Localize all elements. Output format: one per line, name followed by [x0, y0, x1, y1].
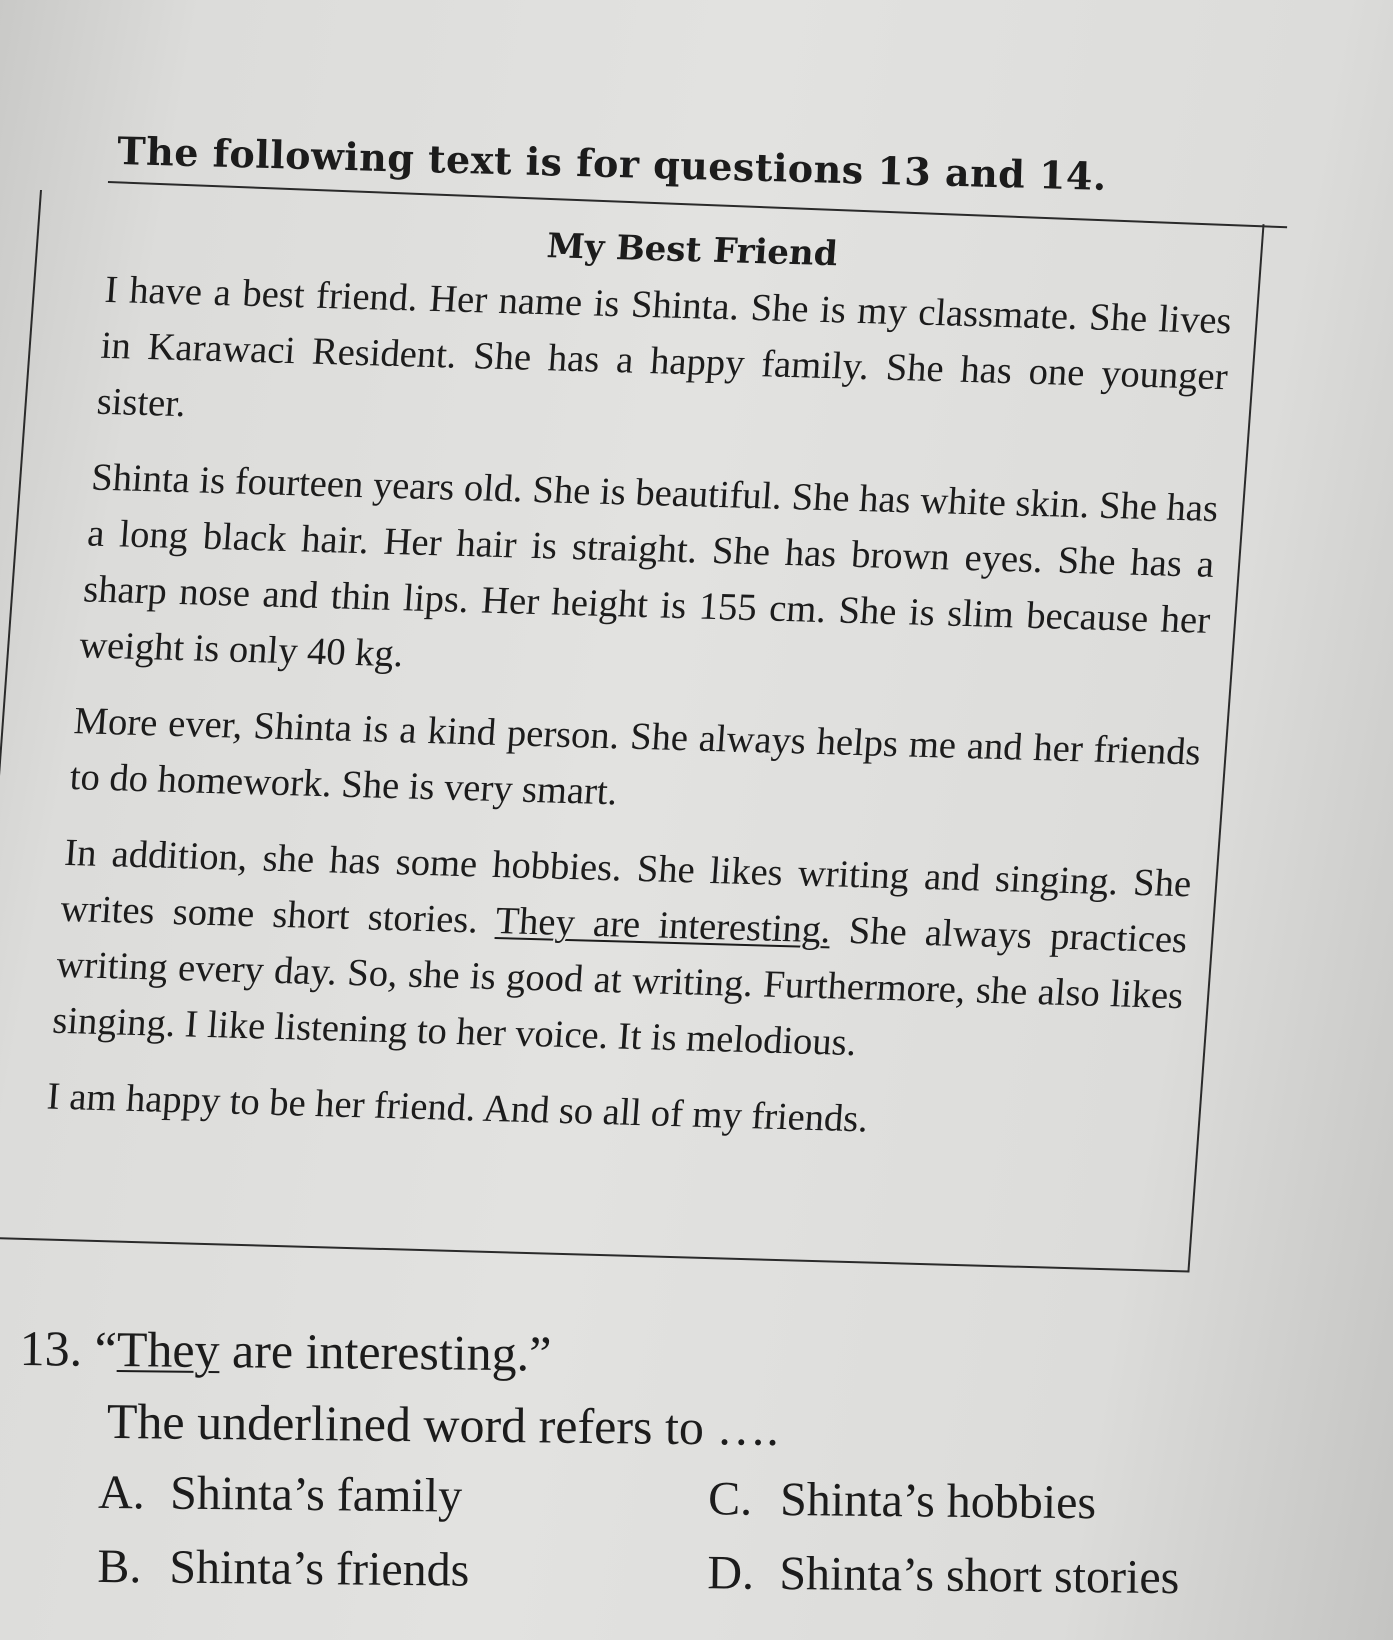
quote-open: “: [94, 1320, 118, 1378]
option-letter: D.: [707, 1546, 755, 1600]
option-text: Shinta’s friends: [169, 1540, 470, 1597]
question-number: 13.: [19, 1319, 83, 1377]
option-letter: A.: [97, 1465, 146, 1520]
paragraph-3: More ever, Shinta is a kind person. She always helps me and her friends to do homework. She is very smart.: [68, 700, 1203, 814]
paragraph-4-end: She always practices writing every day. So, she is good at writing. Furthermore, she also likes singing. I like listening to her voice. It is melodious.: [51, 909, 1189, 1065]
story-title: My Best Friend: [545, 226, 840, 275]
answer-options: [97, 1463, 1348, 1610]
option-d[interactable]: [707, 1543, 1358, 1610]
question-13: [17, 1318, 1350, 1610]
option-text: Shinta’s family: [169, 1466, 463, 1523]
closing-paragraph: I am happy to be her friend. And so all of my friends.: [45, 1075, 870, 1141]
paragraph-4-start: In addition, she has some hobbies. She likes writing and singing. She writes some short stories.: [59, 831, 1193, 942]
option-letter: C.: [707, 1472, 753, 1526]
underlined-sentence: They are interesting.: [494, 900, 833, 952]
question-prompt: The underlined word refers to ….: [106, 1392, 780, 1456]
intro-instruction: The following text is for questions 13 and 14.: [116, 128, 1108, 199]
option-a[interactable]: [98, 1463, 709, 1529]
question-quote-line: [19, 1318, 1350, 1392]
option-c[interactable]: [708, 1469, 1359, 1536]
reading-text-box: [0, 190, 1265, 1273]
option-text: Shinta’s short stories: [779, 1546, 1180, 1605]
paragraph-4: [51, 825, 1194, 1080]
paragraph-1: I have a best friend. Her name is Shinta. She is my classmate. She lives in Karawaci Resident. She has a happy family. She has one younger sister.: [95, 268, 1234, 426]
paragraph-2: Shinta is fourteen years old. She is beautiful. She has white skin. She has a long black hair. Her hair is straight. She has brown eyes. She has a sharp nose and thin lips. Her height is 155 cm. She is slim because her weight is only 40 kg.: [77, 456, 1220, 676]
quote-rest: are interesting.”: [219, 1322, 552, 1382]
underlined-word: They: [116, 1321, 220, 1379]
option-letter: B.: [97, 1539, 142, 1594]
option-text: Shinta’s hobbies: [779, 1472, 1097, 1530]
option-b[interactable]: [97, 1537, 708, 1603]
